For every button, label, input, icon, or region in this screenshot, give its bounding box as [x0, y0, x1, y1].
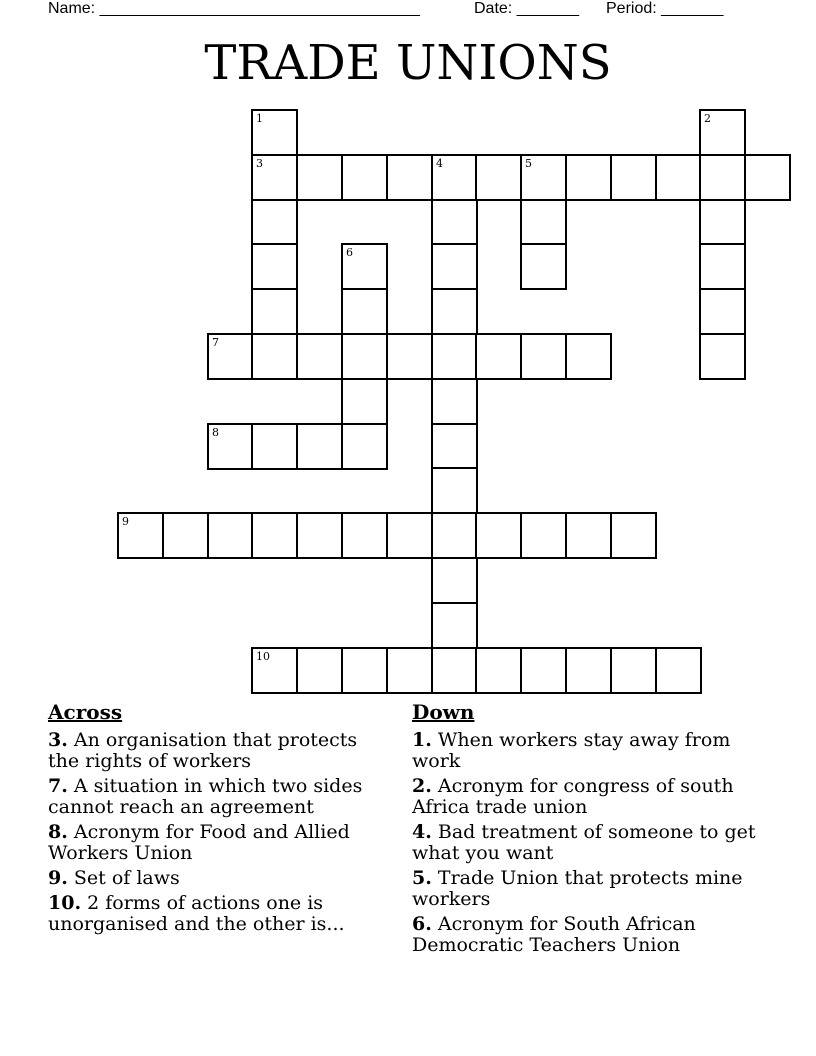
- down-clue-4: [412, 822, 762, 864]
- cell-number: 7: [212, 336, 219, 349]
- grid-cell[interactable]: [341, 512, 388, 559]
- grid-cell[interactable]: [296, 423, 343, 470]
- grid-cell[interactable]: [341, 154, 388, 201]
- grid-cell[interactable]: [431, 423, 478, 470]
- grid-cell[interactable]: [565, 333, 612, 380]
- grid-cell[interactable]: [431, 467, 478, 514]
- grid-cell[interactable]: [341, 288, 388, 335]
- grid-cell[interactable]: [431, 647, 478, 694]
- grid-cell[interactable]: [162, 512, 209, 559]
- grid-cell[interactable]: [251, 512, 298, 559]
- grid-cell[interactable]: [431, 557, 478, 604]
- clue-number: 10.: [48, 892, 82, 914]
- across-clues: [48, 702, 388, 939]
- grid-cell[interactable]: [386, 512, 433, 559]
- across-clue-10: [48, 893, 388, 935]
- cell-number: 10: [256, 650, 270, 663]
- cell-number: 5: [525, 157, 532, 170]
- grid-cell[interactable]: [565, 647, 612, 694]
- clue-text: A situation in which two sides cannot reach an agreement: [48, 775, 363, 818]
- clue-number: 1.: [412, 729, 432, 751]
- grid-cell[interactable]: [565, 512, 612, 559]
- grid-cell[interactable]: [386, 154, 433, 201]
- grid-cell[interactable]: [699, 288, 746, 335]
- grid-cell[interactable]: [341, 243, 388, 290]
- cell-number: 3: [256, 157, 263, 170]
- clue-number: 8.: [48, 821, 68, 843]
- down-clues: [412, 702, 762, 960]
- grid-cell[interactable]: [431, 288, 478, 335]
- clue-text: Set of laws: [73, 867, 180, 889]
- down-clue-2: [412, 776, 762, 818]
- grid-cell[interactable]: [251, 423, 298, 470]
- across-clue-8: [48, 822, 388, 864]
- grid-cell[interactable]: [251, 288, 298, 335]
- grid-cell[interactable]: [431, 154, 478, 201]
- grid-cell[interactable]: [431, 243, 478, 290]
- grid-cell[interactable]: [251, 647, 298, 694]
- grid-cell[interactable]: [341, 647, 388, 694]
- clue-number: 3.: [48, 729, 68, 751]
- grid-cell[interactable]: [386, 333, 433, 380]
- grid-cell[interactable]: [520, 199, 567, 246]
- grid-cell[interactable]: [520, 647, 567, 694]
- grid-cell[interactable]: [251, 243, 298, 290]
- grid-cell[interactable]: [431, 512, 478, 559]
- clue-text: Acronym for congress of south Africa trade union: [412, 775, 734, 818]
- clue-number: 2.: [412, 775, 432, 797]
- grid-cell[interactable]: [610, 512, 657, 559]
- across-clue-3: [48, 730, 388, 772]
- grid-cell[interactable]: [207, 512, 254, 559]
- grid-cell[interactable]: [207, 423, 254, 470]
- across-clue-9: [48, 868, 388, 889]
- grid-cell[interactable]: [251, 154, 298, 201]
- grid-cell[interactable]: [699, 243, 746, 290]
- clue-number: 4.: [412, 821, 432, 843]
- grid-cell[interactable]: [251, 199, 298, 246]
- grid-cell[interactable]: [386, 647, 433, 694]
- grid-cell[interactable]: [655, 154, 702, 201]
- grid-cell[interactable]: [341, 333, 388, 380]
- across-clue-7: [48, 776, 388, 818]
- cell-number: 9: [122, 515, 129, 528]
- grid-cell[interactable]: [117, 512, 164, 559]
- grid-cell[interactable]: [655, 647, 702, 694]
- grid-cell[interactable]: [207, 333, 254, 380]
- down-clue-6: [412, 914, 762, 956]
- grid-cell[interactable]: [475, 647, 522, 694]
- grid-cell[interactable]: [431, 199, 478, 246]
- period-field[interactable]: Period: _______: [606, 0, 724, 17]
- grid-cell[interactable]: [475, 512, 522, 559]
- grid-cell[interactable]: [341, 378, 388, 425]
- grid-cell[interactable]: [431, 378, 478, 425]
- grid-cell[interactable]: [520, 333, 567, 380]
- grid-cell[interactable]: [744, 154, 791, 201]
- down-heading: Down: [412, 700, 475, 724]
- grid-cell[interactable]: [475, 154, 522, 201]
- cell-number: 1: [256, 112, 263, 125]
- clue-text: Trade Union that protects mine workers: [412, 867, 743, 910]
- clue-text: An organisation that protects the rights of workers: [48, 729, 358, 772]
- clue-text: 2 forms of actions one is unorganised and the other is...: [48, 892, 345, 935]
- clue-text: Bad treatment of someone to get what you want: [412, 821, 756, 864]
- cell-number: 2: [704, 112, 711, 125]
- cell-number: 4: [436, 157, 443, 170]
- grid-cell[interactable]: [296, 512, 343, 559]
- date-field[interactable]: Date: _______: [474, 0, 579, 17]
- grid-cell[interactable]: [296, 647, 343, 694]
- grid-cell[interactable]: [520, 243, 567, 290]
- down-clue-5: [412, 868, 762, 910]
- grid-cell[interactable]: [475, 333, 522, 380]
- across-heading: Across: [48, 700, 123, 724]
- grid-cell[interactable]: [699, 199, 746, 246]
- clue-number: 6.: [412, 913, 432, 935]
- grid-cell[interactable]: [431, 333, 478, 380]
- grid-cell[interactable]: [699, 109, 746, 156]
- grid-cell[interactable]: [431, 602, 478, 649]
- clue-number: 5.: [412, 867, 432, 889]
- name-field[interactable]: Name: ____________________________________: [48, 0, 420, 17]
- grid-cell[interactable]: [520, 512, 567, 559]
- grid-cell[interactable]: [565, 154, 612, 201]
- clue-number: 9.: [48, 867, 68, 889]
- grid-cell[interactable]: [699, 333, 746, 380]
- clue-number: 7.: [48, 775, 68, 797]
- grid-cell[interactable]: [296, 154, 343, 201]
- grid-cell[interactable]: [296, 333, 343, 380]
- grid-cell[interactable]: [251, 333, 298, 380]
- grid-cell[interactable]: [520, 154, 567, 201]
- page-title: TRADE UNIONS: [204, 35, 612, 91]
- grid-cell[interactable]: [610, 647, 657, 694]
- grid-cell[interactable]: [699, 154, 746, 201]
- clue-text: When workers stay away from work: [412, 729, 731, 772]
- grid-cell[interactable]: [341, 423, 388, 470]
- grid-cell[interactable]: [251, 109, 298, 156]
- cell-number: 6: [346, 246, 353, 259]
- grid-cell[interactable]: [610, 154, 657, 201]
- down-clue-1: [412, 730, 762, 772]
- clue-text: Acronym for South African Democratic Teachers Union: [412, 913, 696, 956]
- cell-number: 8: [212, 426, 219, 439]
- clue-text: Acronym for Food and Allied Workers Union: [48, 821, 350, 864]
